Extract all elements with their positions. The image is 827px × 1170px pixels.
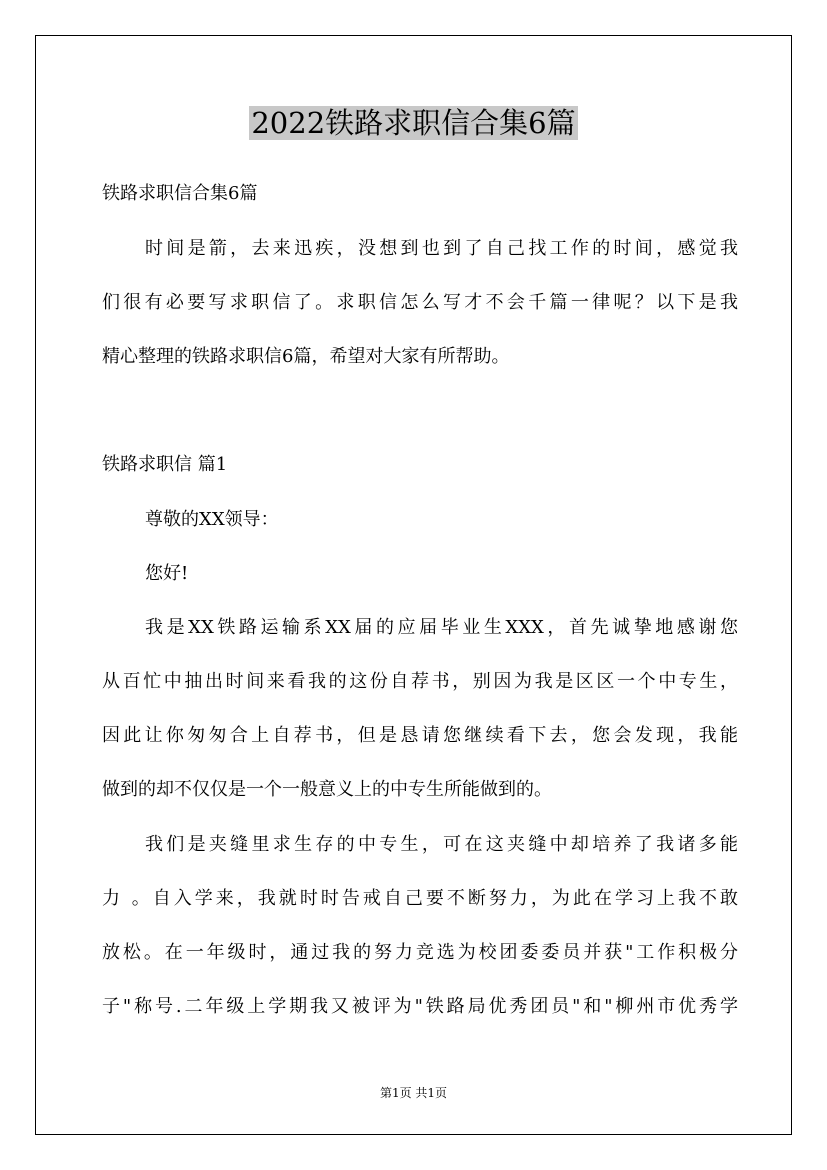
document-title-text: 2022铁路求职信合集6篇 (251, 106, 576, 140)
body-line: 因此让你匆匆合上自荐书，但是恳请您继续看下去，您会发现，我能 (102, 725, 738, 746)
body-line: 放松。在一年级时，通过我的努力竞选为校团委委员并获"工作积极分 (102, 942, 738, 963)
section-heading: 铁路求职信 篇1 (102, 454, 228, 475)
body-line: 我们是夹缝里求生存的中专生，可在这夹缝中却培养了我诸多能 (145, 834, 738, 855)
body-line: 子"称号.二年级上学期我又被评为"铁路局优秀团员"和"柳州市优秀学 (102, 996, 738, 1017)
intro-line: 时间是箭，去来迅疾，没想到也到了自己找工作的时间，感觉我 (145, 238, 738, 259)
intro-line: 精心整理的铁路求职信6篇，希望对大家有所帮助。 (102, 346, 510, 367)
document-title (0, 103, 827, 143)
intro-line: 们很有必要写求职信了。求职信怎么写才不会千篇一律呢？以下是我 (102, 292, 738, 313)
body-line: 做到的却不仅仅是一个一般意义上的中专生所能做到的。 (102, 779, 552, 800)
body-line: 力 。自入学来，我就时时告戒自己要不断努力，为此在学习上我不敢 (102, 888, 738, 909)
page-footer: 第1页 共1页 (379, 1086, 448, 1100)
body-line: 从百忙中抽出时间来看我的这份自荐书，别因为我是区区一个中专生， (102, 671, 738, 692)
body-line: 我是XX铁路运输系XX届的应届毕业生XXX，首先诚挚地感谢您 (145, 617, 738, 638)
salutation: 尊敬的XX领导： (145, 509, 279, 530)
greeting: 您好! (145, 563, 189, 584)
subtitle: 铁路求职信合集6篇 (102, 183, 258, 204)
